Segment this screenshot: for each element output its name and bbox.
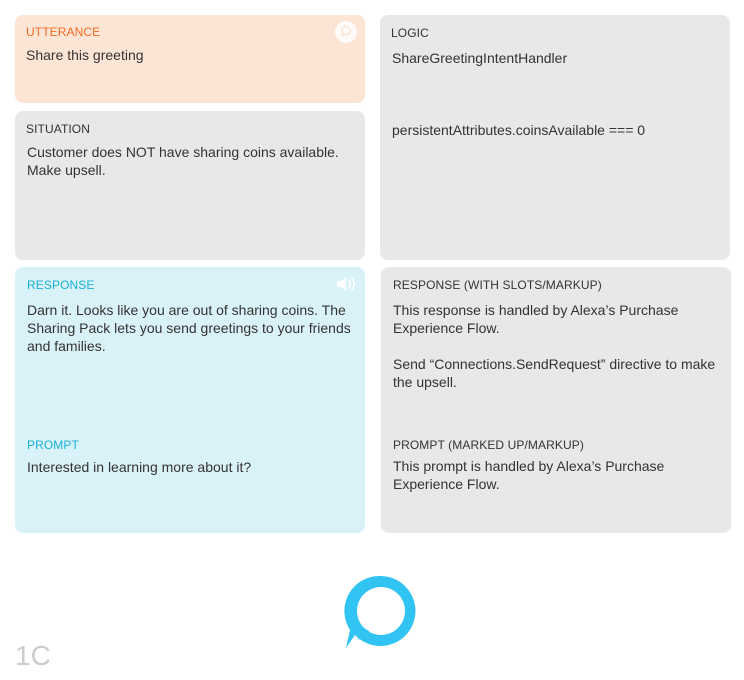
utterance-card bbox=[15, 15, 365, 103]
response-markup-line: This response is handled by Alexa’s Purchase bbox=[393, 302, 679, 318]
prompt-markup-line: This prompt is handled by Alexa’s Purchase bbox=[393, 458, 665, 474]
response-text bbox=[27, 301, 351, 355]
speaker-icon bbox=[335, 274, 357, 299]
situation-line: Make upsell. bbox=[27, 162, 106, 178]
response-line: and families. bbox=[27, 338, 106, 354]
page-number: 1C bbox=[15, 640, 51, 671]
response-line: Sharing Pack lets you send greetings to your friends bbox=[27, 320, 351, 336]
response-markup-card bbox=[381, 267, 731, 533]
situation-line: Customer does NOT have sharing coins available. bbox=[27, 144, 339, 160]
response-heading: RESPONSE bbox=[27, 278, 95, 292]
response-card bbox=[15, 267, 365, 533]
logic-heading: LOGIC bbox=[391, 26, 429, 40]
prompt-heading: PROMPT bbox=[27, 438, 79, 452]
response-markup-heading: RESPONSE (WITH SLOTS/MARKUP) bbox=[393, 278, 602, 292]
response-markup-line: Send “Connections.SendRequest” directive to make bbox=[393, 356, 716, 372]
logic-card bbox=[380, 15, 730, 260]
logic-condition: persistentAttributes.coinsAvailable === 0 bbox=[392, 122, 646, 138]
prompt-markup-heading: PROMPT (MARKED UP/MARKUP) bbox=[393, 438, 584, 452]
response-markup-para2 bbox=[393, 355, 715, 391]
prompt-markup-line: Experience Flow. bbox=[393, 476, 500, 492]
logic-handler: ShareGreetingIntentHandler bbox=[392, 50, 568, 66]
utterance-heading: UTTERANCE bbox=[26, 25, 101, 39]
prompt-text: Interested in learning more about it? bbox=[27, 459, 252, 475]
situation-heading: SITUATION bbox=[26, 122, 91, 136]
situation-card bbox=[15, 111, 365, 260]
response-markup-line: the upsell. bbox=[393, 374, 457, 390]
response-markup-line: Experience Flow. bbox=[393, 320, 500, 336]
utterance-text: Share this greeting bbox=[26, 47, 144, 63]
alexa-logo-icon bbox=[342, 572, 420, 652]
response-markup-para1 bbox=[393, 301, 678, 337]
chat-bubble-icon bbox=[334, 20, 358, 49]
situation-text bbox=[27, 143, 339, 179]
response-line: Darn it. Looks like you are out of sharing coins. The bbox=[27, 302, 346, 318]
prompt-markup-text bbox=[393, 457, 664, 493]
